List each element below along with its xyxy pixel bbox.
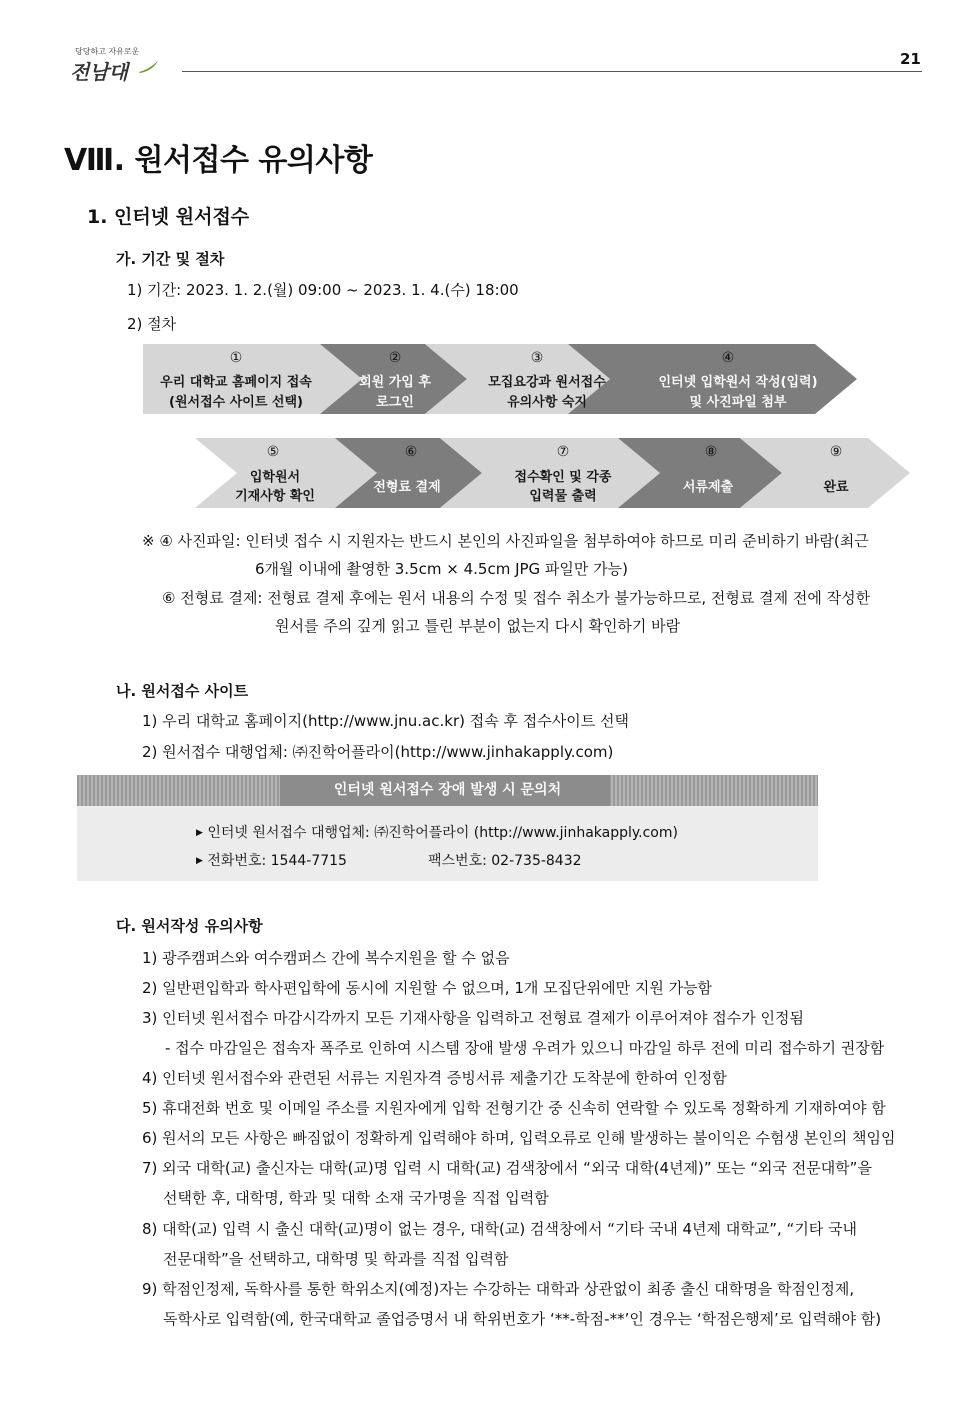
caution-item-7: 7) 외국 대학(교) 출신자는 대학(교)명 입력 시 대학(교) 검색창에서 “외국 대학(4년제)” 또는 “외국 전문대학”을 <box>142 1159 872 1177</box>
step-5-line1: 입학원서 <box>249 470 301 485</box>
contact-box-title: 인터넷 원서접수 장애 발생 시 문의처 <box>333 782 562 798</box>
step-3-line2: 유의사항 숙지 <box>507 395 587 410</box>
step-5-number: ⑤ <box>266 444 280 460</box>
caution-item-1: 1) 광주캠퍼스와 여수캠퍼스 간에 복수지원을 할 수 없음 <box>142 949 510 967</box>
caution-item-2: 2) 일반편입학과 학사편입학에 동시에 지원할 수 없으며, 1개 모집단위에만 지원 가능함 <box>142 979 713 997</box>
subsection-heading-b: 나. 원서접수 사이트 <box>116 682 249 700</box>
step-7-number: ⑦ <box>556 444 570 460</box>
step-4-line1: 인터넷 입학원서 작성(입력) <box>658 375 818 390</box>
caution-item-9-cont: 독학사로 입력함(예, 한국대학교 졸업증명서 내 학위번호가 ‘**-학점-**’인 경우는 ‘학점은행제’로 입력해야 함) <box>163 1310 882 1328</box>
step-4-number: ④ <box>721 350 735 366</box>
period-line: 1) 기간: 2023. 1. 2.(월) 09:00 ~ 2023. 1. 4.(수) 18:00 <box>127 281 519 299</box>
step-6-number: ⑥ <box>404 444 418 460</box>
logo-swoosh-icon <box>138 60 160 74</box>
caution-item-6: 6) 원서의 모든 사항은 빠짐없이 정확하게 입력해야 하며, 입력오류로 인해 발생하는 불이익은 수험생 본인의 책임임 <box>142 1129 896 1147</box>
bullet-icon: ▶ <box>196 828 203 838</box>
step-9-label: 완료 <box>823 480 849 495</box>
step-2-line2: 로그인 <box>376 395 414 410</box>
step-1-number: ① <box>229 350 243 366</box>
step-2-line1: 회원 가입 후 <box>359 375 431 390</box>
caution-item-3-sub: - 접수 마감일은 접속자 폭주로 인하여 시스템 장애 발생 우려가 있으니 마감일 하루 전에 미리 접수하기 권장함 <box>165 1039 885 1057</box>
step-4-line2: 및 사진파일 첨부 <box>689 395 787 410</box>
logo: 전남대 <box>70 60 128 84</box>
caution-item-7-cont: 선택한 후, 대학명, 학과 및 대학 소재 국가명을 직접 입력함 <box>163 1189 549 1207</box>
logo-tagline: 당당하고 자유로운 <box>75 47 140 56</box>
procedure-flowchart <box>140 344 920 512</box>
step-3-line1: 모집요강과 원서접수 <box>488 375 606 390</box>
bullet-icon: ▶ <box>196 856 203 866</box>
contact-agency <box>196 822 678 842</box>
step-1-line1: 우리 대학교 홈페이지 접속 <box>160 375 312 390</box>
step-7-line2: 입력물 출력 <box>529 489 597 504</box>
site-item-2: 2) 원서접수 대행업체: ㈜진학어플라이(http://www.jinhakapply.com) <box>142 743 614 761</box>
caution-item-8: 8) 대학(교) 입력 시 출신 대학(교)명이 없는 경우, 대학(교) 검색창에서 “기타 국내 4년제 대학교”, “기타 국내 <box>142 1220 858 1238</box>
page-number: 21 <box>900 50 921 68</box>
contact-agency-text: 인터넷 원서접수 대행업체: ㈜진학어플라이 (http://www.jinhakapply.com) <box>207 825 678 841</box>
caution-item-4: 4) 인터넷 원서접수와 관련된 서류는 지원자격 증빙서류 제출기간 도착분에 한하여 인정함 <box>142 1069 727 1087</box>
caution-item-8-cont: 전문대학”을 선택하고, 대학명 및 학과를 직접 입력함 <box>163 1250 509 1268</box>
step-3-number: ③ <box>530 350 544 366</box>
step-2-number: ② <box>388 350 402 366</box>
procedure-label: 2) 절차 <box>127 315 177 333</box>
step-1-line2: (원서접수 사이트 선택) <box>169 395 303 410</box>
header-divider <box>182 71 922 72</box>
caution-item-3: 3) 인터넷 원서접수 마감시각까지 모든 기재사항을 입력하고 전형료 결제가 이루어져야 접수가 인정됨 <box>142 1009 804 1027</box>
caution-item-5: 5) 휴대전화 번호 및 이메일 주소를 지원자에게 입학 전형기간 중 신속히 연락할 수 있도록 정확하게 기재하여야 함 <box>142 1099 886 1117</box>
step-6-label: 전형료 결제 <box>373 480 441 495</box>
contact-phone <box>196 850 347 870</box>
note-fee-line1: ⑥ 전형료 결제: 전형료 결제 후에는 원서 내용의 수정 및 접수 취소가 불가능하므로, 전형료 결제 전에 작성한 <box>162 589 871 607</box>
caution-item-9: 9) 학점인정제, 독학사를 통한 학위소지(예정)자는 수강하는 대학과 상관없이 최종 출신 대학명을 학점인정제, <box>142 1280 855 1298</box>
step-9-number: ⑨ <box>829 444 843 460</box>
note-photo-line2: 6개월 이내에 촬영한 3.5cm × 4.5cm JPG 파일만 가능) <box>255 560 629 578</box>
step-8-label: 서류제출 <box>682 480 734 495</box>
site-item-1: 1) 우리 대학교 홈페이지(http://www.jnu.ac.kr) 접속 후 접수사이트 선택 <box>142 712 629 730</box>
contact-fax: 팩스번호: 02-735-8432 <box>428 853 582 869</box>
note-fee-line2: 원서를 주의 깊게 읽고 틀린 부분이 없는지 다시 확인하기 바람 <box>275 617 681 635</box>
note-photo-line1: ※ ④ 사진파일: 인터넷 접수 시 지원자는 반드시 본인의 사진파일을 첨부하여야 하므로 미리 준비하기 바람(최근 <box>142 532 869 550</box>
step-5-line2: 기재사항 확인 <box>235 489 315 504</box>
subsection-heading-a: 가. 기간 및 절차 <box>116 250 225 268</box>
step-8-number: ⑧ <box>704 444 718 460</box>
page-title: Ⅷ. 원서접수 유의사항 <box>64 143 373 178</box>
contact-phone-text: 전화번호: 1544-7715 <box>207 853 347 869</box>
subsection-heading-c: 다. 원서작성 유의사항 <box>116 917 263 935</box>
section-heading: 1. 인터넷 원서접수 <box>87 206 250 228</box>
step-7-line1: 접수확인 및 각종 <box>514 470 612 485</box>
